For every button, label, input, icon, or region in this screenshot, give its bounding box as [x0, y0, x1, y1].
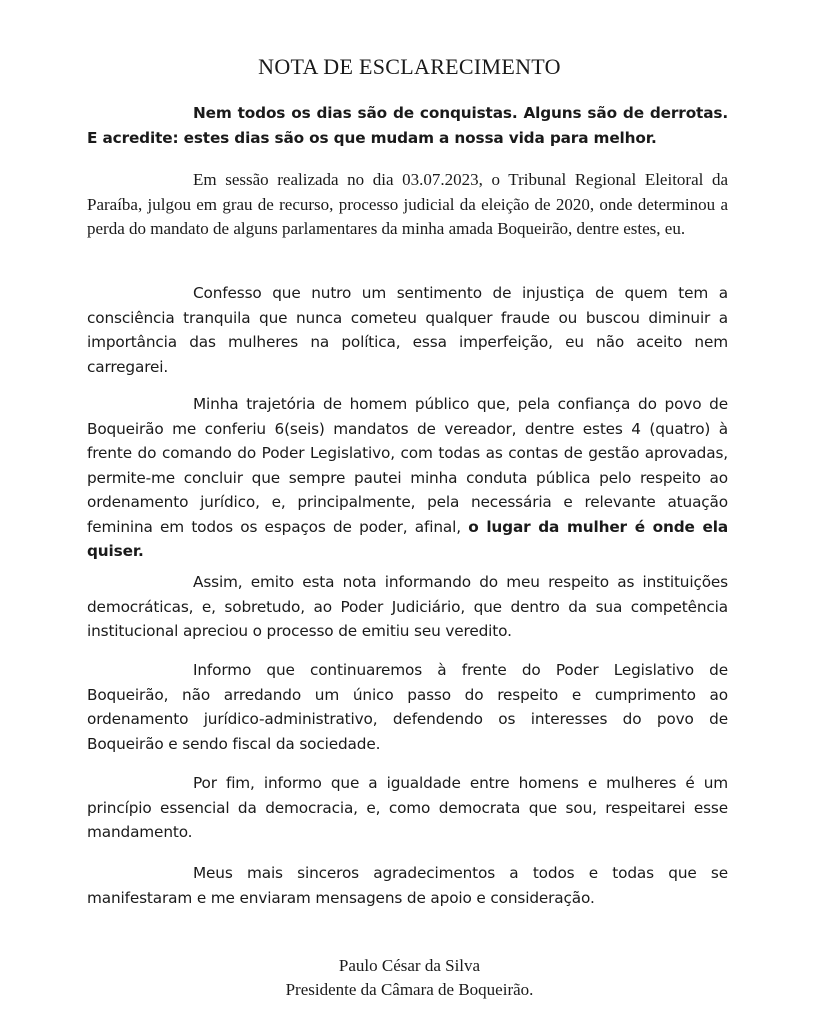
paragraph-respect: Assim, emito esta nota informando do meu respeito as instituições democráticas, e, sobretudo, ao Poder Judiciário, que dentro da sua competência institucional apreciou o processo de emitiu seu veredito. — [87, 573, 728, 640]
signature-name: Paulo César da Silva — [338, 956, 481, 975]
trajectory-text: Minha trajetória de homem público que, pela confiança do povo de Boqueirão me conferiu 6(seis) mandatos de vereador, dentre estes 4 (quatro) à frente do comando do Poder Legislativo, com todas as contas de gestão aprovadas, permite-me concluir que sempre pautei minha conduta pública pelo respeito ao ordenamento jurídico, e, principalmente, pela necessária e relevante atuação feminina em todos os espaços de poder, afinal, — [87, 395, 728, 536]
signature-block — [0, 954, 819, 1002]
paragraph-confession: Confesso que nutro um sentimento de injustiça de quem tem a consciência tranquila que nunca cometeu qualquer fraude ou buscou diminuir a importância das mulheres na política, essa imperfeição, eu não aceito nem carregarei. — [87, 284, 728, 376]
signature-role: Presidente da Câmara de Boqueirão. — [285, 980, 534, 999]
epigraph-paragraph: Nem todos os dias são de conquistas. Alguns são de derrotas. E acredite: estes dias são os que mudam a nossa vida para melhor. — [87, 104, 728, 147]
paragraph-equality: Por fim, informo que a igualdade entre homens e mulheres é um princípio essencial da democracia, e, como democrata que sou, respeitarei esse mandamento. — [87, 774, 728, 841]
paragraph-trajectory — [87, 392, 728, 564]
trajectory-bold-text: o lugar da mulher é onde ela quiser. — [87, 517, 729, 560]
paragraph-session: Em sessão realizada no dia 03.07.2023, o Tribunal Regional Eleitoral da Paraíba, julgou em grau de recurso, processo judicial da eleição de 2020, onde determinou a perda do mandato de alguns parlamentares da minha amada Boqueirão, dentre estes, eu. — [87, 170, 728, 238]
paragraph-thanks: Meus mais sinceros agradecimentos a todos e todas que se manifestaram e me enviaram mensagens de apoio e consideração. — [87, 864, 728, 907]
paragraph-continuation: Informo que continuaremos à frente do Poder Legislativo de Boqueirão, não arredando um único passo do respeito e cumprimento ao ordenamento jurídico-administrativo, defendendo os interesses do povo de Boqueirão e sendo fiscal da sociedade. — [87, 661, 728, 753]
document-title: NOTA DE ESCLARECIMENTO — [258, 54, 561, 79]
